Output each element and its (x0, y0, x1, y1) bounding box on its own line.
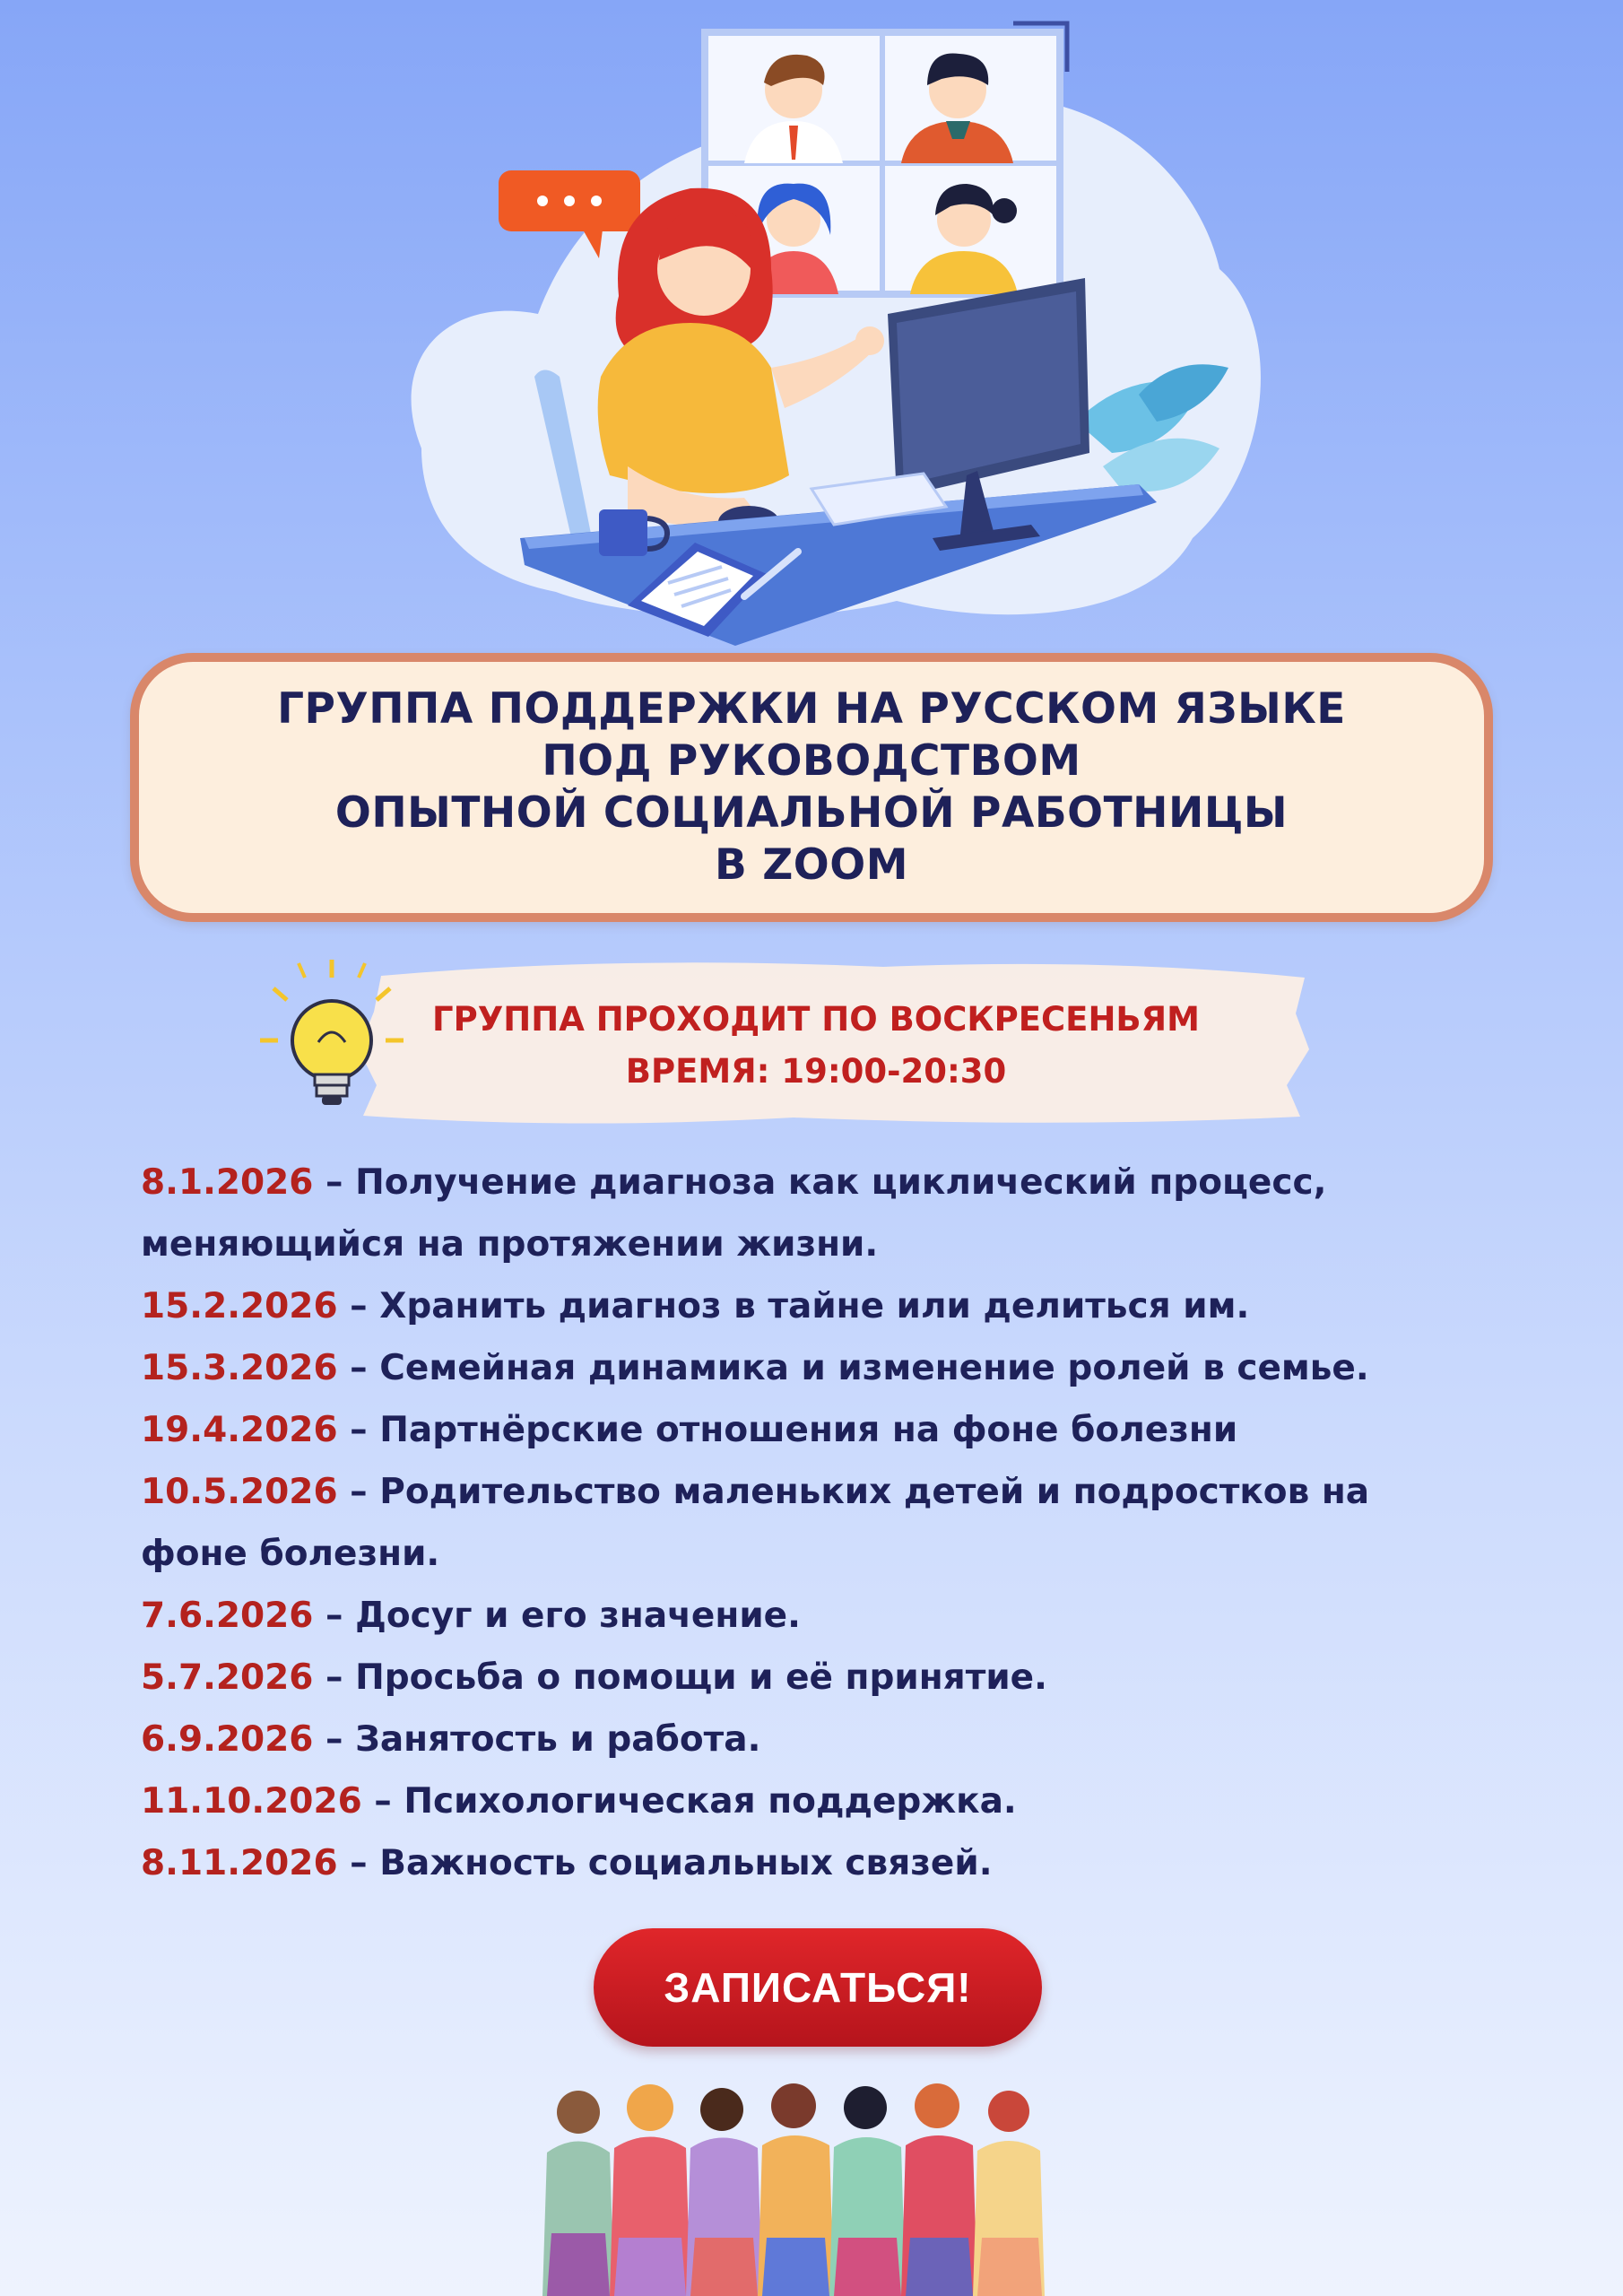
topic-date: 6.9.2026 (141, 1719, 314, 1760)
list-item (141, 1585, 1540, 1647)
topic-date: 15.2.2026 (141, 1286, 338, 1326)
topic-text: – Хранить диагноз в тайне или делиться им. (337, 1286, 1250, 1326)
schedule-text (323, 994, 1309, 1098)
list-item (141, 1647, 1540, 1709)
people-group-illustration (502, 2072, 1130, 2296)
list-item (141, 1832, 1540, 1894)
topic-text: – Досуг и его значение. (313, 1596, 801, 1636)
topic-text: – Семейная динамика и изменение ролей в семье. (337, 1348, 1369, 1388)
signup-button[interactable]: ЗАПИСАТЬСЯ! (594, 1928, 1042, 2047)
topic-date: 7.6.2026 (141, 1596, 314, 1636)
topic-text: – Занятость и работа. (313, 1719, 761, 1760)
topic-text-cont: фоне болезни. (141, 1534, 440, 1574)
title-box (130, 653, 1493, 922)
list-item (141, 1461, 1540, 1585)
topic-text: – Просьба о помощи и её принятие. (313, 1657, 1047, 1698)
schedule-day: ГРУППА ПРОХОДИТ ПО ВОСКРЕСЕНЬЯМ (432, 1000, 1200, 1039)
topic-date: 10.5.2026 (141, 1472, 338, 1512)
topic-date: 8.11.2026 (141, 1843, 338, 1883)
list-item (141, 1709, 1540, 1770)
title-line-4: В ZOOM (715, 840, 908, 890)
topics-list (141, 1152, 1540, 1894)
title-line-2: ПОД РУКОВОДСТВОМ (542, 736, 1081, 786)
topic-text-cont: меняющийся на протяжении жизни. (141, 1224, 879, 1265)
list-item (141, 1337, 1540, 1399)
list-item (141, 1152, 1540, 1275)
list-item (141, 1275, 1540, 1337)
topic-date: 8.1.2026 (141, 1162, 314, 1203)
topic-date: 19.4.2026 (141, 1410, 338, 1450)
hero-illustration (0, 0, 1623, 664)
schedule-time: ВРЕМЯ: 19:00-20:30 (625, 1052, 1007, 1091)
topic-text: – Родительство маленьких детей и подростков на (337, 1472, 1370, 1512)
topic-text: – Партнёрские отношения на фоне болезни (337, 1410, 1238, 1450)
list-item (141, 1770, 1540, 1832)
topic-text: – Получение диагноза как циклический процесс, (313, 1162, 1327, 1203)
title-line-3: ОПЫТНОЙ СОЦИАЛЬНОЙ РАБОТНИЦЫ (334, 788, 1289, 838)
list-item (141, 1399, 1540, 1461)
title-line-1: ГРУППА ПОДДЕРЖКИ НА РУССКОМ ЯЗЫКЕ (277, 684, 1346, 734)
topic-text: – Психологическая поддержка. (361, 1781, 1017, 1822)
topic-date: 5.7.2026 (141, 1657, 314, 1698)
topic-text: – Важность социальных связей. (337, 1843, 993, 1883)
topic-date: 11.10.2026 (141, 1781, 362, 1822)
topic-date: 15.3.2026 (141, 1348, 338, 1388)
